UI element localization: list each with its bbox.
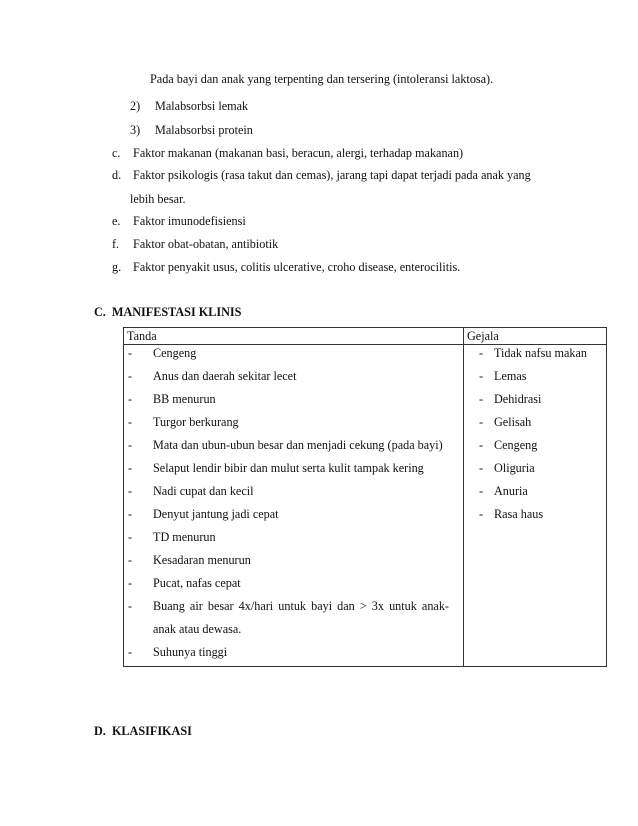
gejala-item: [464, 437, 606, 460]
item-text: Malabsorbsi lemak: [155, 99, 249, 113]
factor-text: Faktor obat-obatan, antibiotik: [133, 237, 279, 251]
factor-d: [112, 168, 531, 183]
bullet-dash: -: [479, 346, 484, 360]
bullet-dash: -: [128, 461, 133, 475]
tanda-item: [124, 437, 463, 460]
table-header-row: [124, 328, 607, 345]
tanda-item: [124, 529, 463, 552]
tanda-item: [124, 368, 463, 391]
gejala-text: Tidak nafsu makan: [494, 346, 587, 360]
tanda-item: [124, 483, 463, 506]
factor-letter: f.: [112, 237, 120, 251]
factor-letter: g.: [112, 260, 122, 274]
bullet-dash: -: [128, 576, 133, 590]
gejala-text: Lemas: [494, 369, 527, 383]
item-text: Malabsorbsi protein: [155, 123, 253, 137]
factor-text: Faktor penyakit usus, colitis ulcerative, croho disease, enterocilitis.: [133, 260, 461, 274]
gejala-item: [464, 345, 606, 368]
tanda-text: Turgor berkurang: [153, 415, 239, 429]
gejala-cell: [464, 345, 607, 667]
tanda-text: Anus dan daerah sekitar lecet: [153, 369, 297, 383]
item-number: 2): [130, 99, 141, 113]
gejala-item: [464, 414, 606, 437]
gejala-text: Oliguria: [494, 461, 535, 475]
gejala-text: Gelisah: [494, 415, 532, 429]
tanda-text: Suhunya tinggi: [153, 645, 228, 659]
tanda-text: Denyut jantung jadi cepat: [153, 507, 279, 521]
tanda-item: [124, 598, 463, 644]
tanda-item: [124, 552, 463, 575]
bullet-dash: -: [479, 438, 484, 452]
tanda-text: TD menurun: [153, 530, 216, 544]
bullet-dash: -: [128, 484, 133, 498]
tanda-cell: [124, 345, 464, 667]
tanda-item: [124, 644, 463, 666]
factor-text: Faktor psikologis (rasa takut dan cemas), jarang tapi dapat terjadi pada anak yang: [133, 168, 531, 182]
tanda-item: [124, 414, 463, 437]
bullet-dash: -: [479, 392, 484, 406]
section-heading-d: D. KLASIFIKASI: [94, 724, 192, 738]
item-number: 3): [130, 123, 141, 137]
tanda-item: [124, 460, 463, 483]
tanda-item: [124, 506, 463, 529]
tanda-text: Pucat, nafas cepat: [153, 576, 241, 590]
bullet-dash: -: [128, 369, 133, 383]
bullet-dash: -: [479, 484, 484, 498]
tanda-text: Kesadaran menurun: [153, 553, 251, 567]
bullet-dash: -: [128, 346, 133, 360]
tanda-text: Buang air besar 4x/hari untuk bayi dan > 3x untuk anak-anak atau dewasa.: [153, 599, 449, 636]
bullet-dash: -: [479, 507, 484, 521]
gejala-text: Dehidrasi: [494, 392, 542, 406]
factor-letter: c.: [112, 146, 121, 160]
gejala-text: Rasa haus: [494, 507, 544, 521]
section-heading-c: C. MANIFESTASI KLINIS: [94, 305, 242, 319]
bullet-dash: -: [479, 415, 484, 429]
bullet-dash: -: [128, 553, 133, 567]
factor-f: [112, 237, 278, 252]
intro-text: Pada bayi dan anak yang terpenting dan tersering (intoleransi laktosa).: [150, 72, 494, 86]
list-item-malabsorbsi-protein: [130, 123, 253, 138]
tanda-text: Cengeng: [153, 346, 197, 360]
tanda-text: BB menurun: [153, 392, 216, 406]
column-header-gejala: Gejala: [464, 328, 607, 345]
factor-letter: e.: [112, 214, 121, 228]
gejala-item: [464, 483, 606, 506]
bullet-dash: -: [128, 530, 133, 544]
factor-text: Faktor imunodefisiensi: [133, 214, 246, 228]
bullet-dash: -: [479, 461, 484, 475]
bullet-dash: -: [128, 415, 133, 429]
gejala-item: [464, 368, 606, 391]
factor-letter: d.: [112, 168, 122, 182]
factor-d-continuation: lebih besar.: [130, 192, 186, 206]
bullet-dash: -: [128, 645, 133, 659]
bullet-dash: -: [128, 392, 133, 406]
manifestasi-table: [123, 327, 607, 667]
factor-text: Faktor makanan (makanan basi, beracun, alergi, terhadap makanan): [133, 146, 464, 160]
column-header-tanda: Tanda: [124, 328, 464, 345]
gejala-item: [464, 506, 606, 529]
bullet-dash: -: [479, 369, 484, 383]
gejala-text: Anuria: [494, 484, 528, 498]
bullet-dash: -: [128, 599, 133, 613]
factor-c: [112, 146, 463, 161]
tanda-item: [124, 391, 463, 414]
gejala-text: Cengeng: [494, 438, 538, 452]
gejala-item: [464, 391, 606, 414]
tanda-text: Selaput lendir bibir dan mulut serta kulit tampak kering: [153, 461, 424, 475]
bullet-dash: -: [128, 438, 133, 452]
tanda-item: [124, 345, 463, 368]
tanda-text: Nadi cupat dan kecil: [153, 484, 254, 498]
gejala-item: [464, 460, 606, 483]
factor-e: [112, 214, 246, 229]
bullet-dash: -: [128, 507, 133, 521]
tanda-text: Mata dan ubun-ubun besar dan menjadi cekung (pada bayi): [153, 438, 443, 452]
list-item-malabsorbsi-lemak: [130, 99, 248, 114]
table-body-row: [124, 345, 607, 667]
factor-g: [112, 260, 460, 275]
